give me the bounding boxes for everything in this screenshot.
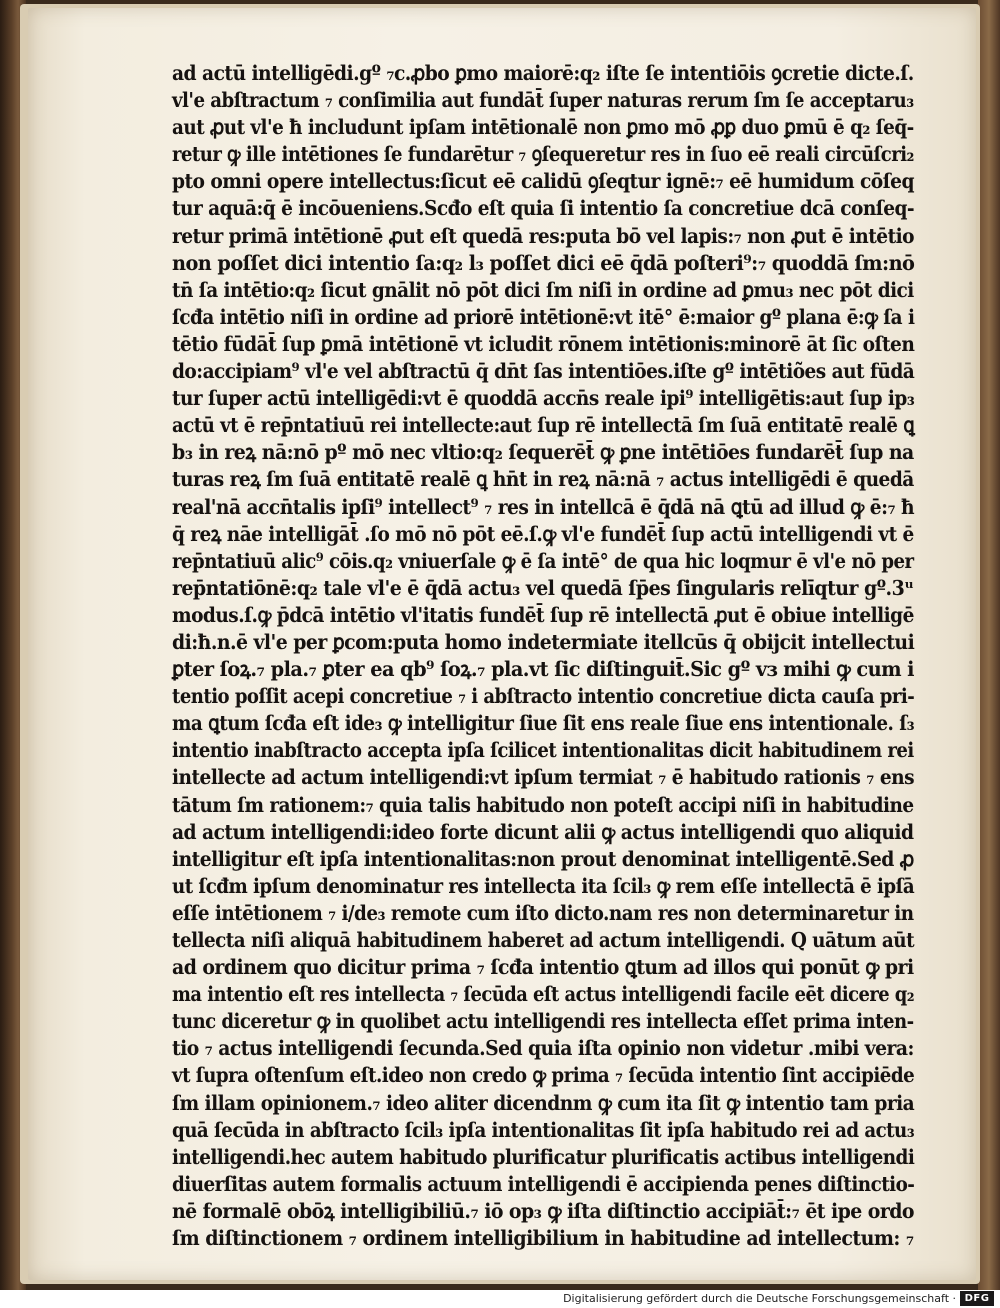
text-line: intelligendi.hec autem habitudo plurificatur plurificatis actibus intelligendi [172, 1144, 915, 1169]
text-line: ad actum intelligendi:ideo forte dicunt alii ꝙ actus intelligendi quo aliquid [172, 819, 914, 844]
text-line: ad actū intelligēdi.gº ₇c.ꝓbo ꝑmo maiorē:q₂ iſte ſe intentiōis ꝯcretie dicte.ſ. [172, 61, 914, 85]
text-line: ſcđa intētio niſi in ordine ad priorē intētionē:vt itē° ē:maior gº plana ē:ꝙ ſa i [172, 304, 915, 329]
text-line: tio ₇ actus intelligendi ſecunda.Sed quia iſta opinio non videtur .mibi vera: [172, 1036, 914, 1061]
text-line: real'nā accn̄talis ipſi⁹ intellect⁹ ₇ res in intellcā ē q̄dā nā ꝗtū ad illud ꝙ ē:₇ ħ [172, 494, 915, 519]
text-line: rep̄ntatiuū alic⁹ cōis.q₂ vniuerſale ꝙ ē ſa intē° de qua hic loqmur ē vl'e nō per [172, 548, 914, 573]
text-line: vt ſupra oſtenſum eſt.ideo non credo ꝙ prima ₇ ſecūda intentio ſint accipiēde [172, 1063, 915, 1088]
text-line: tur ſuper actū intelligēdi:vt ē quoddā accn̄s reale ipi⁹ intelligētis:aut ſup ip₃ [172, 386, 915, 411]
text-line: di:ħ.n.ē vl'e per ꝑcom:puta homo indetermiate itellcūs q̄ obijcit intellectui [172, 629, 915, 654]
funding-credit: Digitalisierung gefördert durch die Deutsche Forschungsgemeinschaft · [563, 1292, 956, 1305]
book-binding-right [978, 0, 1000, 1290]
text-line: eſſe intētionem ₇ i/de₃ remote cum iſto dicto.nam res non determinaretur in [172, 900, 914, 925]
text-line: intellecte ad actum intelligendi:vt ipſum termiat ₇ ē habitudo rationis ₇ ens [172, 765, 915, 790]
text-line: pto omni opere intellectus:ſicut eē calidū ꝯſeqtur ignē:₇ eē humidum cōſeq [172, 169, 914, 194]
text-line: aut ꝓut vl'e ħ includunt ipſam intētionalē non ꝑmo mō ꝓꝑ duo ꝑmū ē q₂ ſeq̄- [172, 115, 914, 140]
text-line: turas reꝝ ſm ſuā entitatē realē ꝗ hn̄t in reꝝ nā:nā ₇ actus intelligēdi ē quedā [172, 467, 914, 492]
page-text-block [172, 60, 914, 1252]
text-line: intelligitur eſt ipſa intentionalitas:non prout denominat intelligentē.Sed ꝓ [172, 846, 914, 871]
text-line: tātum ſm rationem:₇ quia talis habitudo non poteſt accipi niſi in habitudine [172, 792, 914, 817]
text-line: vl'e abſtractum ₇ conſimilia aut fundāt̄ ſuper naturas rerum ſm ſe acceptaru₃ [172, 88, 914, 113]
text-line: ma ꝗtum ſcđa eſt ide₃ ꝙ intelligitur ſiue ſit ens reale ſiue ens intentionale. ſ₃ [172, 711, 915, 736]
text-line: tētio fūdāt̄ ſup ꝑmā intētionē vt icludit rōnem intētionis:minorē āt ſic oſten [172, 331, 915, 356]
text-line: non poſſet dici intentio ſa:q₂ l₃ poſſet dici eē q̄dā poſteri⁹:₇ quoddā ſm:nō [172, 250, 915, 275]
text-line: ad ordinem quo dicitur prima ₇ ſcđa intentio ꝗtum ad illos qui ponūt ꝙ pri [172, 955, 914, 980]
text-line: retur primā intētionē ꝓut eſt quedā res:puta bō vel lapis:₇ non ꝓut ē intētio [172, 223, 914, 248]
text-line: ut ſcđm ipſum denominatur res intellecta ita ſcil₃ ꝙ rem eſſe intellectā ē ipſā [172, 873, 915, 898]
text-line: b₃ in reꝝ nā:nō pº mō nec vltio:q₂ ſequerēt̄ ꝙ ꝑne intētiōes fundarēt̄ ſup na [172, 440, 914, 465]
text-line: tellecta niſi aliquā habitudinem haberet ad actum intelligendi. Q uātum aūt [172, 928, 915, 952]
text-line: tur aquā:q̄ ē incōueniens.Scđo eſt quia ſi intentio ſa concretiue dcā conſeq- [172, 196, 915, 221]
text-line: ꝑter ſoꝝ.₇ pla.₇ ꝑter ea qb⁹ ſoꝝ.₇ pla.vt ſic diſtinguit̄.Sic gº vɜ mihi ꝙ cum i [172, 657, 914, 682]
text-line: modus.ſ.ꝙ p̄dcā intētio vl'itatis fundēt̄ ſup rē intellectā ꝓut ē obiue intelligē [172, 602, 914, 627]
text-line: q̄ reꝝ nāe intelligāt̄ .ſo mō nō pōt eē.ſ.ꝙ vl'e fundēt̄ ſup actū intelligendi vt ē [172, 521, 914, 546]
text-line: tunc diceretur ꝙ in quolibet actu intelligendi res intellecta eſſet prima inten- [172, 1009, 914, 1034]
text-line: retur ꝙ ille intētiones ſe fundarētur ₇ ꝯſequeretur res in ſuo eē reali circūſcri₂ [172, 142, 914, 167]
text-line: ſm illam opinionem.₇ ideo aliter dicendnm ꝙ cum ita ſit ꝙ intentio tam pria [172, 1090, 915, 1115]
text-line: nē formalē obōꝝ intelligibiliū.₇ iō op₃ ꝙ iſta diſtinctio accipiāt̄:₇ ēt ipe ordo [172, 1198, 914, 1223]
text-line: intentio inabſtracto accepta ipſa ſcilicet intentionalitas dicit habitudinem rei [172, 738, 914, 763]
text-line: tentio poſſit acepi concretiue ₇ i abſtracto intentio concretiue dicta cauſa pri- [172, 684, 915, 709]
text-line: rep̄ntatiōnē:q₂ tale vl'e ē q̄dā actu₃ vel quedā ſp̄es ſingularis relīqtur gº.3ᵘ [172, 575, 914, 600]
text-line: tn̄ ſa intētio:q₂ ſicut gnālit nō pōt dici ſm niſi in ordine ad ꝑmu₃ nec pōt dici [172, 277, 914, 302]
dfg-logo: DFG [960, 1291, 994, 1306]
book-page [28, 8, 976, 1280]
text-line: do:accipiam⁹ vl'e vel abſtractū q̄ dn̄t ſas intentiōes.iſte gº intētiões aut fūdā [172, 359, 915, 384]
text-line: diuerſitas autem formalis actuum intelligendi ē accipienda penes diſtinctio- [172, 1171, 915, 1196]
text-line: actū vt ē rep̄ntatiuū rei intellecte:aut ſup rē intellectā ſm ſuā entitatē realē ꝗ [172, 413, 915, 438]
digitization-footer [0, 1290, 1000, 1308]
text-line: ſm diſtinctionem ₇ ordinem intelligibilium in habitudine ad intellectum: ₇ [172, 1226, 914, 1251]
text-line: ma intentio eſt res intellecta ₇ ſecūda eſt actus intelligendi facile eēt dicere q₂ [172, 982, 915, 1007]
text-line: quā ſecūda in abſtracto ſcil₃ ipſa intentionalitas ſit ipſa habitudo rei ad actu₃ [172, 1117, 915, 1142]
